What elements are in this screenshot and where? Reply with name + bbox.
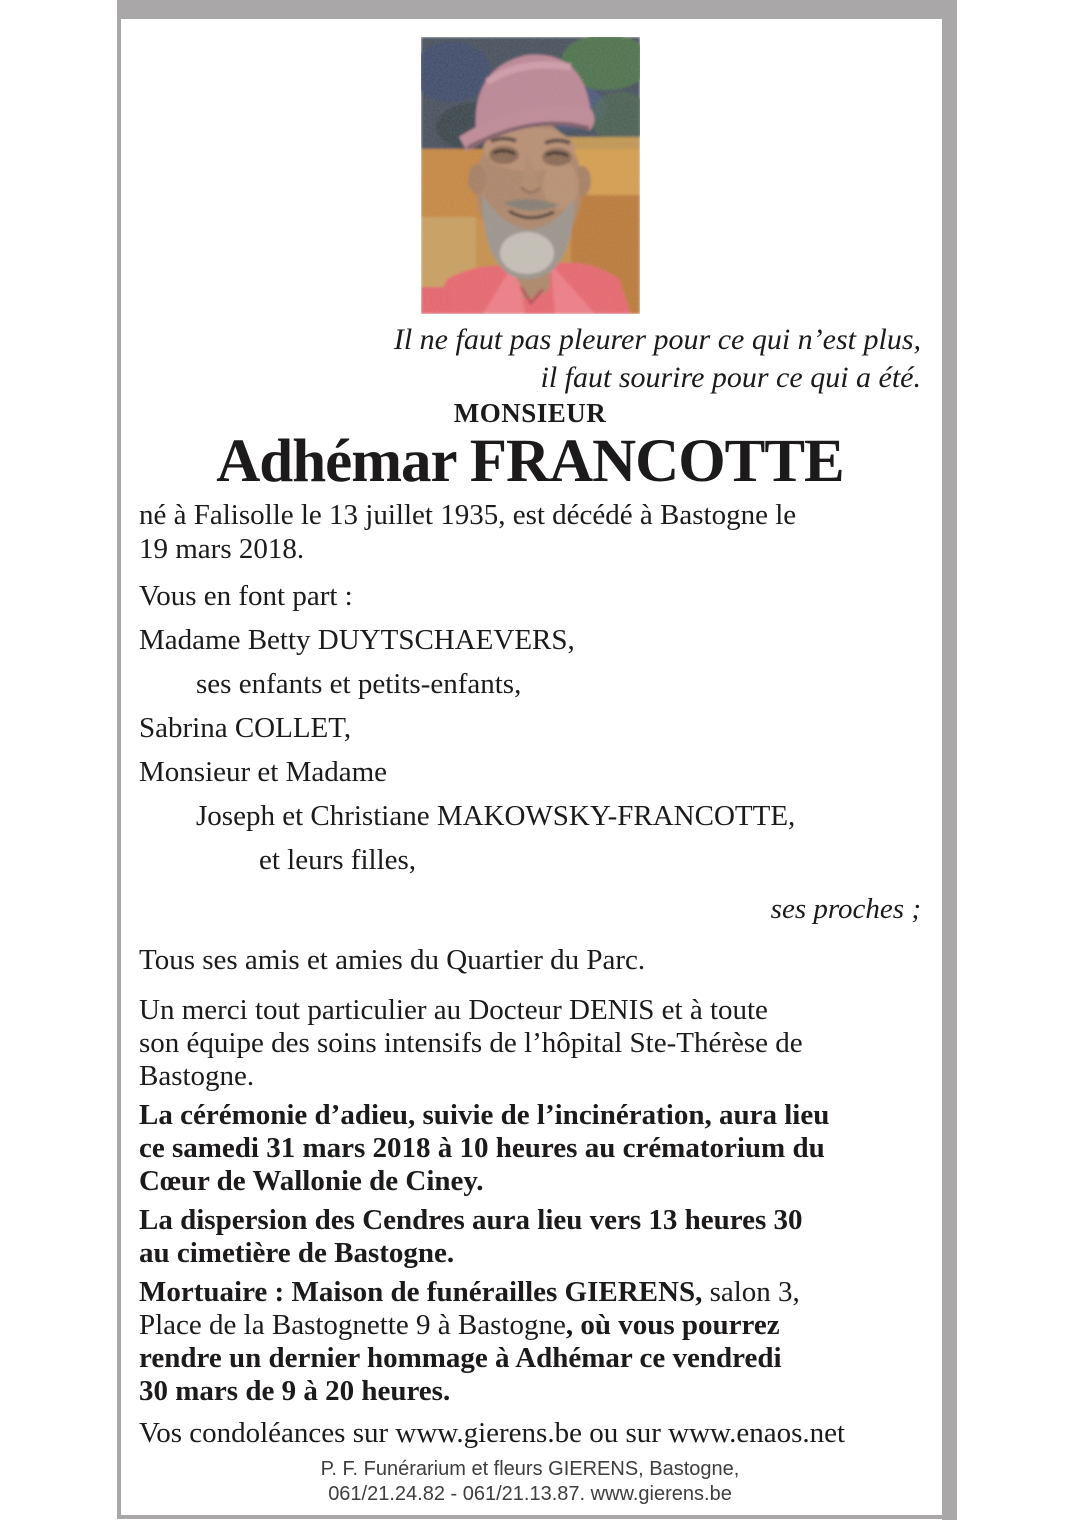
- ashes-dispersion-paragraph: [139, 1204, 921, 1270]
- family-member-line: Sabrina COLLET,: [139, 712, 352, 744]
- funeral-home-name: P. F. Funérarium et fleurs GIERENS, Bastogne,: [320, 1458, 740, 1480]
- frame-bottom-line: [121, 1515, 942, 1519]
- notice-content: [121, 19, 942, 1507]
- family-member-line: Joseph et Christiane MAKOWSKY-FRANCOTTE,: [196, 800, 796, 832]
- ashes-dispersion-line1: La dispersion des Cendres aura lieu vers 13 heures 30: [139, 1204, 803, 1236]
- family-member-line: Madame Betty DUYTSCHAEVERS,: [139, 624, 575, 656]
- funeral-home-footer: [139, 1457, 921, 1507]
- honorific-label: MONSIEUR: [453, 398, 607, 428]
- thanks-line3: Bastogne.: [139, 1060, 255, 1092]
- epitaph-quote: [139, 321, 921, 397]
- friends-line: Tous ses amis et amies du Quartier du Parc.: [139, 944, 646, 976]
- family-member-line: et leurs filles,: [259, 844, 417, 876]
- deceased-name: Adhémar FRANCOTTE: [216, 428, 844, 495]
- portrait-photo: [421, 37, 640, 314]
- announcement-intro: Vous en font part :: [139, 580, 353, 612]
- epitaph-quote-line1: Il ne faut pas pleurer pour ce qui n’est plus,: [393, 323, 921, 356]
- mortuary-line4: 30 mars de 9 à 20 heures.: [139, 1375, 451, 1407]
- mortuary-line1: [139, 1276, 921, 1309]
- frame-right-bar: [942, 19, 957, 1520]
- thanks-paragraph: [139, 994, 921, 1093]
- epitaph-quote-line2: il faut sourire pour ce qui a été.: [540, 361, 921, 394]
- thanks-line2: son équipe des soins intensifs de l’hôpital Ste-Thérèse de: [139, 1027, 803, 1059]
- frame-top-bar: [117, 0, 957, 19]
- family-member-line: ses enfants et petits-enfants,: [196, 668, 522, 700]
- notice-body: [139, 498, 921, 1450]
- mortuary-line2: [139, 1309, 921, 1342]
- relatives-line: ses proches ;: [770, 893, 921, 925]
- ceremony-line2: ce samedi 31 mars 2018 à 10 heures au crématorium du: [139, 1132, 825, 1164]
- birth-death-paragraph: [139, 498, 921, 566]
- mortuary-line2-regular: Place de la Bastognette 9 à Bastogne: [139, 1309, 566, 1341]
- mortuary-line1-bold: Mortuaire : Maison de funérailles GIERENS,: [139, 1276, 703, 1308]
- mortuary-line3: rendre un dernier hommage à Adhémar ce vendredi: [139, 1342, 782, 1374]
- birth-death-line2: 19 mars 2018.: [139, 533, 305, 565]
- family-member-line: Monsieur et Madame: [139, 756, 388, 788]
- condolences-line: Vos condoléances sur www.gierens.be ou sur www.enaos.net: [139, 1417, 846, 1449]
- funeral-home-contact: 061/21.24.82 - 061/21.13.87. www.gierens.be: [328, 1483, 732, 1505]
- ceremony-line1: La cérémonie d’adieu, suivie de l’incinération, aura lieu: [139, 1099, 830, 1131]
- thanks-line1: Un merci tout particulier au Docteur DENIS et à toute: [139, 994, 768, 1026]
- birth-death-line1: né à Falisolle le 13 juillet 1935, est décédé à Bastogne le: [139, 499, 797, 531]
- mortuary-paragraph: [139, 1276, 921, 1408]
- ashes-dispersion-line2: au cimetière de Bastogne.: [139, 1237, 455, 1269]
- mortuary-line1-regular: salon 3,: [702, 1276, 800, 1308]
- ceremony-paragraph: [139, 1099, 921, 1198]
- ceremony-line3: Cœur de Wallonie de Ciney.: [139, 1165, 484, 1197]
- mortuary-line2-bold: , où vous pourrez: [565, 1309, 780, 1341]
